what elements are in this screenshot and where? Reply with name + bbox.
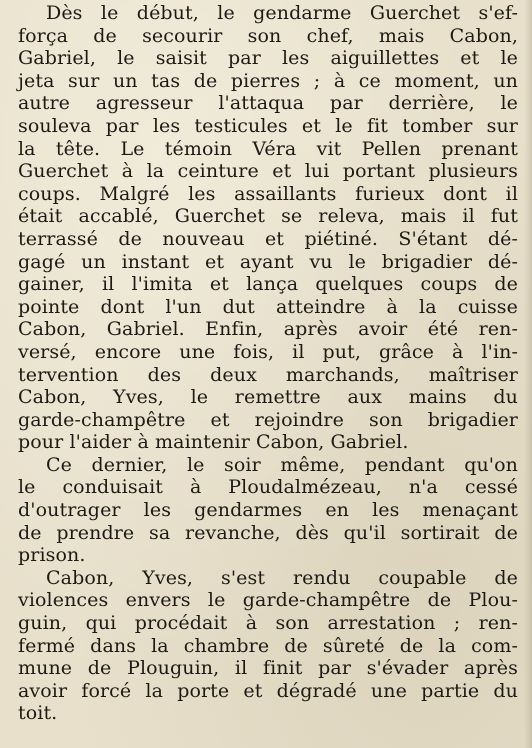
- text-line: mune de Plouguin, il finit par s'évader après: [18, 657, 518, 680]
- paragraph-3: [18, 567, 518, 725]
- text-line: pointe dont l'un dut atteindre à la cuisse: [18, 295, 518, 318]
- text-line: guin, qui procédait à son arrestation ; ren-: [18, 612, 518, 635]
- text-line: coups. Malgré les assaillants furieux dont il: [18, 182, 518, 205]
- text-line: gainer, il l'imita et lança quelques coups de: [18, 273, 518, 296]
- text-line: pour l'aider à maintenir Cabon, Gabriel.: [18, 431, 409, 454]
- paragraph-1: [18, 2, 518, 454]
- text-line: Cabon, Gabriel. Enfin, après avoir été ren-: [18, 318, 518, 341]
- text-line: souleva par les testicules et le fit tomber sur: [18, 114, 518, 137]
- text-line: était accablé, Guerchet se releva, mais il fut: [18, 205, 518, 228]
- text-line: terrassé de nouveau et piétiné. S'étant dé-: [18, 227, 518, 250]
- text-line: de prendre sa revanche, dès qu'il sortirait de: [18, 521, 518, 544]
- text-line: força de secourir son chef, mais Cabon,: [18, 24, 518, 47]
- text-line: violences envers le garde-champêtre de Plou-: [18, 589, 518, 612]
- text-line: autre agresseur l'attaqua par derrière, le: [18, 92, 518, 115]
- text-line: gagé un instant et ayant vu le brigadier dé-: [18, 250, 518, 273]
- paragraph-2: [18, 454, 518, 567]
- text-line: fermé dans la chambre de sûreté de la com-: [18, 634, 518, 657]
- text-line: garde-champêtre et rejoindre son brigadier: [18, 408, 518, 431]
- text-line: Dès le début, le gendarme Guerchet s'ef-: [46, 2, 518, 24]
- text-line: toit.: [18, 702, 58, 725]
- text-line: versé, encore une fois, il put, grâce à l'in-: [18, 340, 518, 363]
- text-line: avoir forcé la porte et dégradé une partie du: [18, 679, 518, 702]
- text-line: Cabon, Yves, le remettre aux mains du: [18, 386, 518, 409]
- text-line: jeta sur un tas de pierres ; à ce moment, un: [18, 69, 518, 92]
- text-line: tervention des deux marchands, maîtriser: [18, 363, 518, 386]
- text-line: la tête. Le témoin Véra vit Pellen prenant: [18, 137, 518, 160]
- text-line: Cabon, Yves, s'est rendu coupable de: [46, 566, 518, 589]
- text-line: Gabriel, le saisit par les aiguillettes et le: [18, 47, 518, 70]
- text-line: Ce dernier, le soir même, pendant qu'on: [46, 453, 518, 476]
- text-line: le conduisait à Ploudalmézeau, n'a cessé: [18, 476, 518, 499]
- text-line: prison.: [18, 544, 86, 567]
- text-line: d'outrager les gendarmes en les menaçant: [18, 499, 518, 522]
- page-edge-shadow: [524, 0, 532, 748]
- text-line: Guerchet à la ceinture et lui portant plusieurs: [18, 160, 518, 183]
